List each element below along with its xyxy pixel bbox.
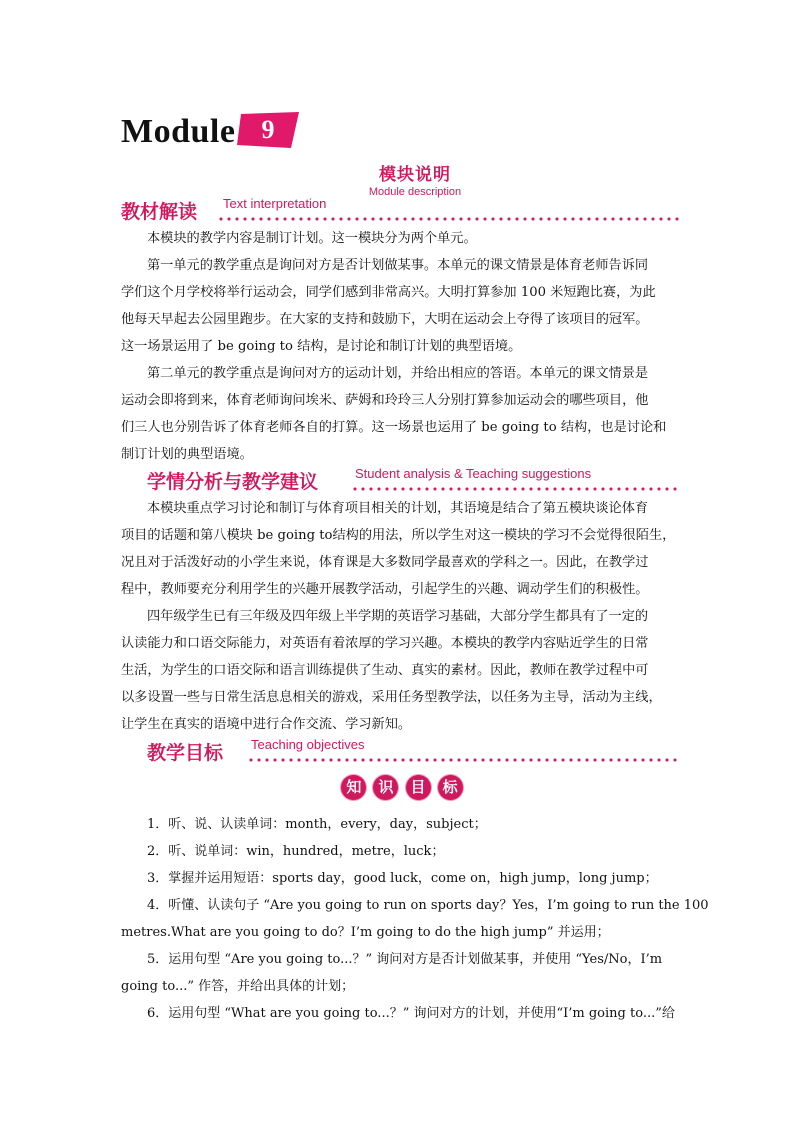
goal-char: 知 [341, 775, 366, 800]
objective-item [121, 811, 707, 838]
text-line: 4．听懂、认读句子 “Are you going to run on sports day？Yes，I’m going to run the 100 [147, 898, 709, 913]
section-title: 学情分析与教学建议 [147, 471, 319, 493]
text-line: going to...” 作答，并给出具体的计划； [121, 979, 355, 994]
objective-item [121, 946, 681, 1000]
text-line: 第二单元的教学重点是询问对方的运动计划，并给出相应的答语。本单元的课文情景是 [147, 366, 649, 381]
paragraph [121, 495, 674, 603]
section-subtitle: Text interpretation [223, 196, 327, 211]
text-line: 制订计划的典型语境。 [121, 447, 253, 462]
goal-char: 标 [438, 775, 463, 800]
module-number: 9 [261, 115, 275, 144]
section-subtitle: Teaching objectives [251, 737, 365, 752]
text-line: 况且对于活泼好动的小学生来说，体育课是大多数同学最喜欢的学科之一。因此，在教学过 [121, 555, 649, 570]
goal-char: 目 [406, 775, 431, 800]
objective-item [121, 865, 707, 892]
text-line: 这一场景运用了 be going to 结构，是讨论和制订计划的典型语境。 [121, 339, 522, 354]
dotted-divider [217, 216, 679, 222]
section-title: 教学目标 [147, 742, 224, 764]
goal-char: 识 [373, 775, 398, 800]
knowledge-goal-heading [0, 775, 794, 805]
text-line: 们三人也分别告诉了体育老师各自的打算。这一场景也运用了 be going to 结构，也是讨论和 [121, 420, 667, 435]
dotted-divider [351, 486, 681, 492]
paragraph [121, 252, 674, 360]
paragraph [121, 225, 674, 252]
text-line: 第一单元的教学重点是询问对方是否计划做某事。本单元的课文情景是体育老师告诉同 [147, 258, 649, 273]
objective-item [121, 1000, 707, 1027]
text-line: 本模块的教学内容是制订计划。这一模块分为两个单元。 [147, 231, 477, 246]
text-line: 2．听、说单词：win，hundred，metre，luck； [147, 844, 445, 859]
paragraph [121, 360, 674, 468]
section-header-student-analysis [147, 466, 687, 496]
paragraph [121, 603, 674, 738]
section-subtitle: Student analysis & Teaching suggestions [355, 466, 592, 481]
section-header-teaching-objectives [147, 737, 687, 767]
dotted-divider [247, 757, 681, 763]
text-line: 认读能力和口语交际能力，对英语有着浓厚的学习兴趣。本模块的教学内容贴近学生的日常 [121, 636, 649, 651]
text-line: 让学生在真实的语境中进行合作交流、学习新知。 [121, 717, 412, 732]
objective-item [121, 892, 709, 946]
text-line: 四年级学生已有三年级及四年级上半学期的英语学习基础，大部分学生都具有了一定的 [147, 609, 649, 624]
module-number-badge [237, 112, 299, 148]
text-line: 他每天早起去公园里跑步。在大家的支持和鼓励下，大明在运动会上夺得了该项目的冠军。 [121, 312, 649, 327]
text-line: 生活，为学生的口语交际和语言训练提供了生动、真实的素材。因此，教师在教学过程中可 [121, 663, 649, 678]
module-description-subtitle: Module description [368, 186, 462, 198]
text-line: 以多设置一些与日常生活息息相关的游戏，采用任务型教学法，以任务为主导，活动为主线， [121, 690, 662, 705]
objective-item [121, 838, 707, 865]
text-line: 运动会即将到来，体育老师询问埃米、萨姆和玲玲三人分别打算参加运动会的哪些项目，他 [121, 393, 649, 408]
text-line: 学们这个月学校将举行运动会，同学们感到非常高兴。大明打算参加 100 米短跑比赛，为此 [121, 285, 656, 300]
text-line: 3．掌握并运用短语：sports day，good luck，come on，high jump，long jump； [147, 871, 658, 886]
text-line: metres.What are you going to do？I’m going to do the high jump” 并运用； [121, 925, 610, 940]
text-line: 程中，教师要充分利用学生的兴趣开展教学活动，引起学生的兴趣、调动学生们的积极性。 [121, 582, 649, 597]
text-line: 项目的话题和第八模块 be going to结构的用法，所以学生对这一模块的学习不会觉得很陌生， [121, 528, 676, 543]
section-title: 教材解读 [121, 201, 198, 223]
module-description-title: 模块说明 [379, 165, 451, 185]
module-word: Module [121, 113, 236, 150]
text-line: 本模块重点学习讨论和制订与体育项目相关的计划，其语境是结合了第五模块谈论体育 [147, 501, 649, 516]
text-line: 6．运用句型 “What are you going to...？” 询问对方的计划，并使用“I’m going to...”给 [147, 1006, 675, 1021]
section-header-text-interpretation [121, 196, 681, 226]
text-line: 1．听、说、认读单词：month，every，day，subject； [147, 817, 487, 832]
text-line: 5．运用句型 “Are you going to...？” 询问对方是否计划做某事，并使用 “Yes/No，I’m [147, 952, 663, 967]
